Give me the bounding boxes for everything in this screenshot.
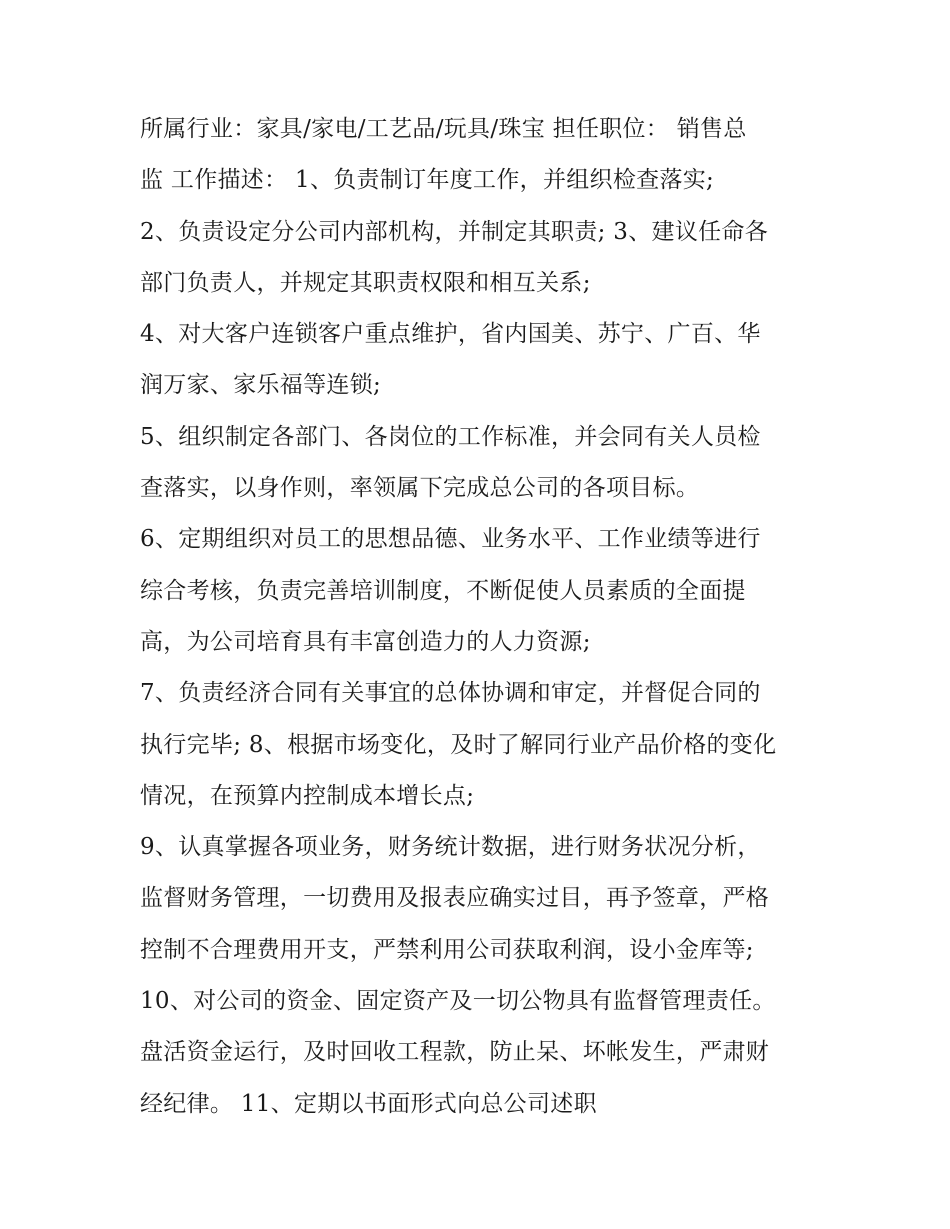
text-line: 7、负责经济合同有关事宜的总体协调和审定，并督促合同的 — [140, 680, 761, 707]
text-line: 监 工作描述： 1、负责制订年度工作，并组织检查落实; — [140, 167, 715, 194]
text-line: 控制不合理费用开支，严禁利用公司获取利润，设小金库等; — [140, 936, 754, 963]
text-line: 部门负责人，并规定其职责权限和相互关系; — [140, 269, 591, 296]
text-line: 经纪律。 11、定期以书面形式向总公司述职 — [140, 1090, 597, 1117]
text-line: 4、对大客户连锁客户重点维护，省内国美、苏宁、广百、华 — [140, 321, 761, 348]
text-line: 2、负责设定分公司内部机构，并制定其职责; 3、建议任命各 — [140, 218, 769, 245]
text-line: 查落实，以身作则，率领属下完成总公司的各项目标。 — [140, 475, 700, 502]
text-line: 监督财务管理，一切费用及报表应确实过目，再予签章，严格 — [140, 885, 770, 912]
text-line: 5、组织制定各部门、各岗位的工作标准，并会同有关人员检 — [140, 423, 761, 450]
text-line: 高，为公司培育具有丰富创造力的人力资源; — [140, 628, 591, 655]
text-line: 6、定期组织对员工的思想品德、业务水平、工作业绩等进行 — [140, 526, 761, 553]
document-body — [140, 104, 820, 1130]
text-line: 所属行业：家具/家电/工艺品/玩具/珠宝 担任职位： 销售总 — [140, 116, 747, 142]
text-line: 情况，在预算内控制成本增长点; — [140, 782, 475, 809]
text-line: 执行完毕; 8、根据市场变化，及时了解同行业产品价格的变化 — [140, 731, 777, 758]
text-line: 润万家、家乐福等连锁; — [140, 372, 382, 399]
text-line: 综合考核，负责完善培训制度，不断促使人员素质的全面提 — [140, 577, 746, 604]
text-line: 9、认真掌握各项业务，财务统计数据，进行财务状况分析， — [140, 834, 761, 861]
text-line: 10、对公司的资金、固定资产及一切公物具有监督管理责任。 — [140, 988, 776, 1015]
text-line: 盘活资金运行，及时回收工程款，防止呆、坏帐发生，严肃财 — [140, 1039, 770, 1066]
